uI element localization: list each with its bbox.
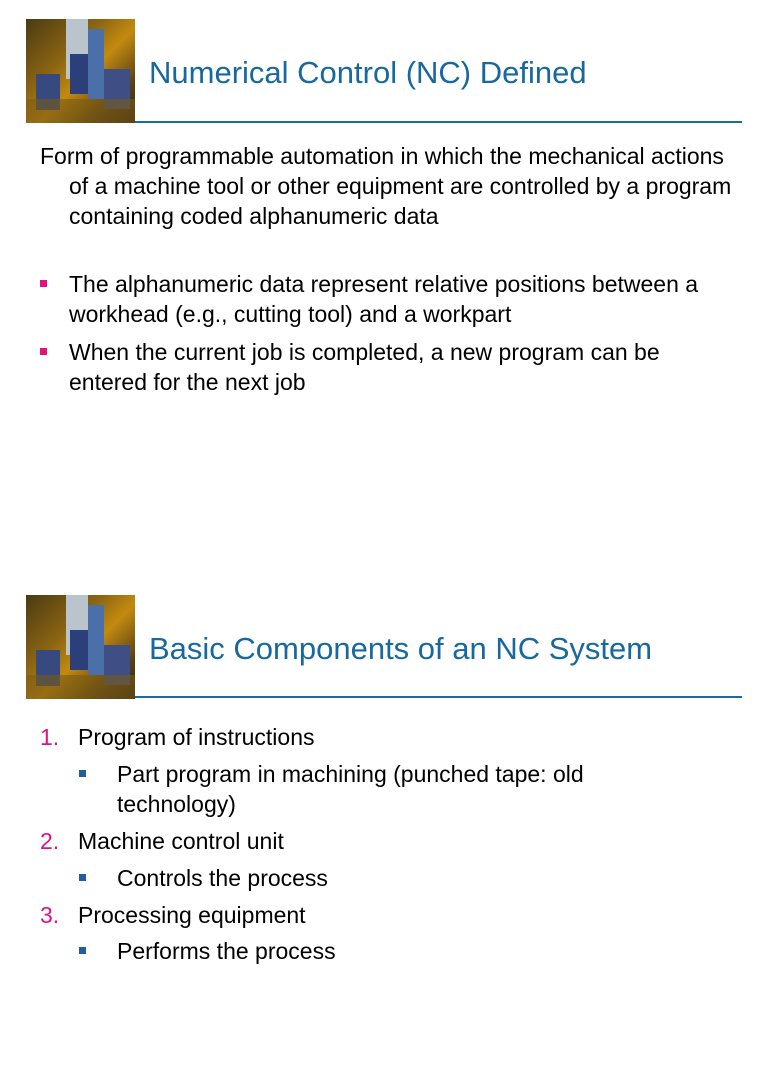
intro-paragraph: Form of programmable automation in which the mechanical actions of a machine tool or other equipment are controlled by a program containing coded alphanumeric data (40, 143, 732, 229)
square-bullet-icon (40, 348, 47, 355)
list-number: 2. (40, 828, 60, 854)
square-bullet-icon (79, 770, 86, 777)
slide-1 (0, 0, 768, 512)
slide-title: Basic Components of an NC System (149, 631, 653, 666)
sub-item-text: Performs the process (117, 938, 336, 964)
title-rule (135, 696, 742, 698)
square-bullet-icon (79, 947, 86, 954)
list-number: 3. (40, 902, 60, 928)
list-item-text: Machine control unit (78, 828, 284, 854)
square-bullet-icon (40, 280, 47, 287)
list-item-text: Processing equipment (78, 902, 306, 928)
slide-title: Numerical Control (NC) Defined (149, 55, 587, 90)
machine-thumbnail-image (26, 19, 135, 123)
sub-item-text: Part program in machining (punched tape: old technology) (117, 761, 584, 817)
machine-thumbnail-image (26, 595, 135, 699)
slide-2 (0, 576, 768, 1088)
title-rule (135, 121, 742, 123)
bullet-text: The alphanumeric data represent relative positions between a workhead (e.g., cutting tool) and a workpart (69, 271, 699, 327)
list-number: 1. (40, 724, 60, 750)
square-bullet-icon (79, 874, 86, 881)
list-item-text: Program of instructions (78, 724, 315, 750)
sub-item-text: Controls the process (117, 865, 328, 891)
bullet-text: When the current job is completed, a new program can be entered for the next job (69, 339, 660, 395)
